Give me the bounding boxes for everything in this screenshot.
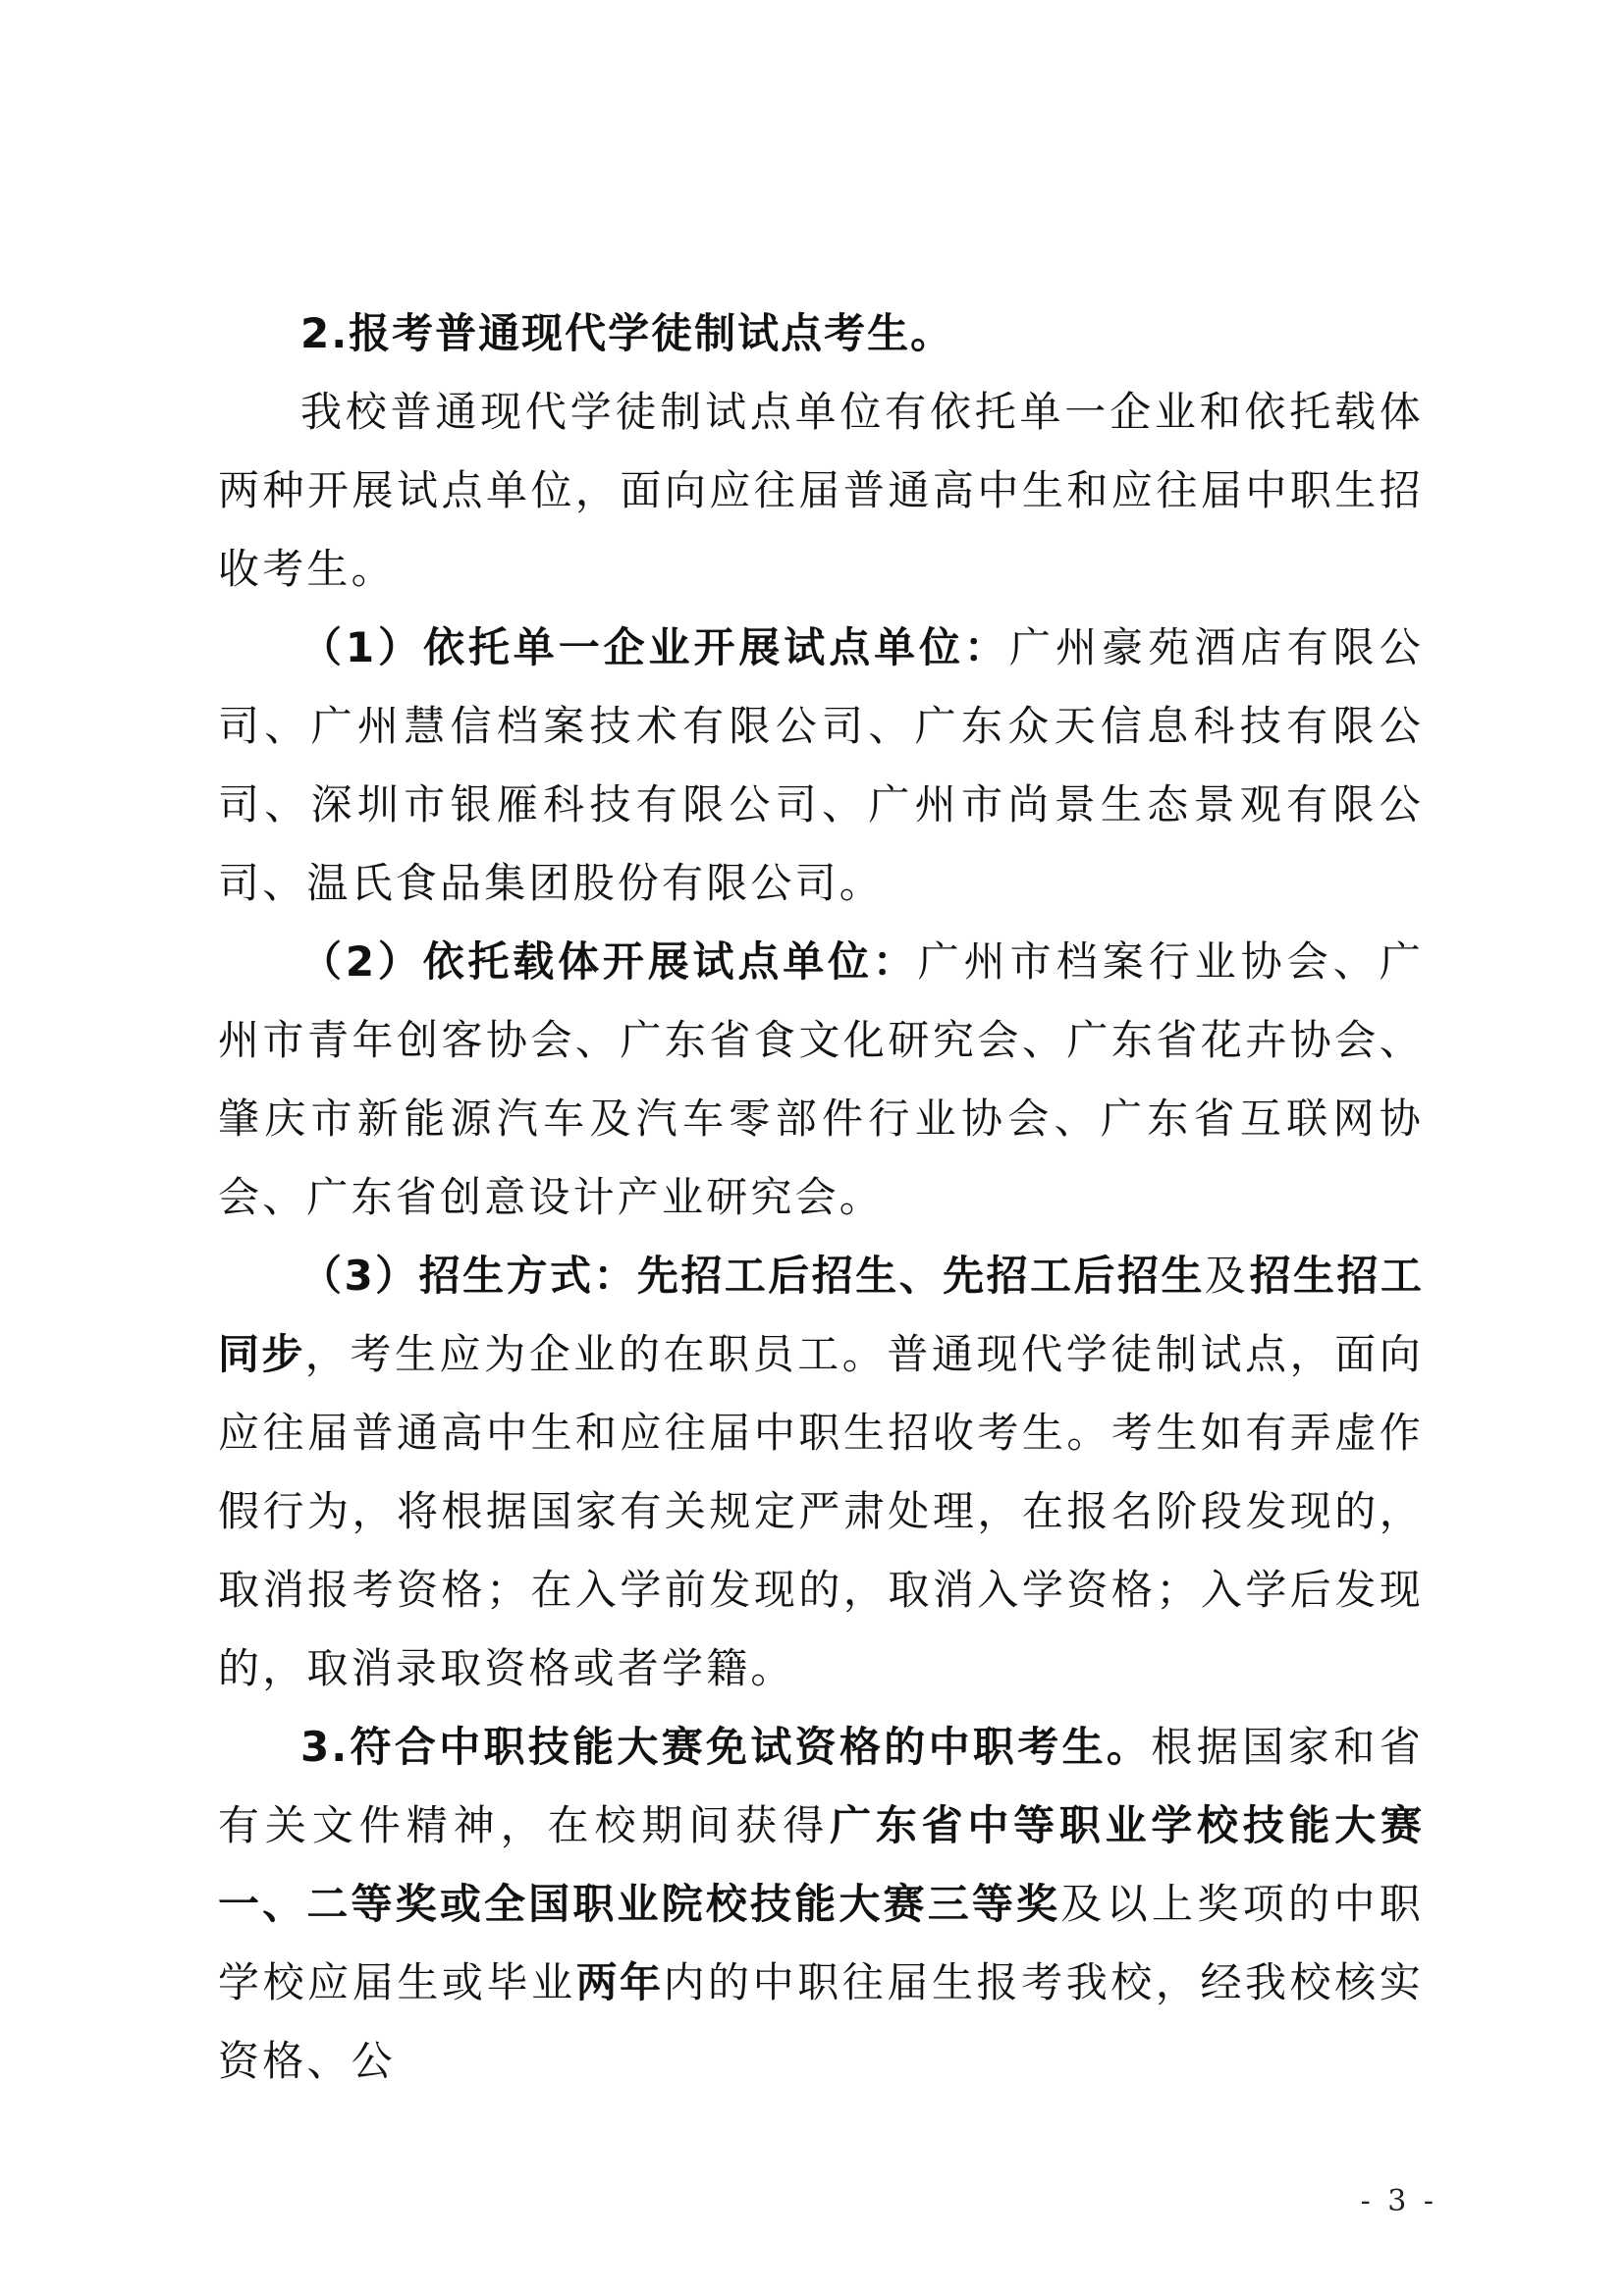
item-1-label: （1）依托单一企业开展试点单位： — [300, 623, 1009, 671]
section-3-text-b: 及以上奖项的中职学校应届生或毕业 — [218, 1880, 1424, 2006]
section-3-heading: 3.符合中职技能大赛免试资格的中职考生。 — [300, 1723, 1152, 1771]
item-2-label: （2）依托载体开展试点单位： — [300, 937, 918, 986]
section-3-text-c: 内的中职往届生报考我校，经我校核实资格、公 — [218, 1958, 1424, 2085]
item-1-text: 广州豪苑酒店有限公司、广州慧信档案技术有限公司、广东众天信息科技有限公司、深圳市银雁科技有限公司、广州市尚景生态景观有限公司、温氏食品集团股份有限公司。 — [218, 623, 1424, 907]
section-3-bold-a: 广东省中等职业学校技能大赛一、二等奖或全国职业院校技能大赛三等奖 — [218, 1801, 1424, 1928]
item-3-bold-a: 先招工后招生、先招工后招生 — [636, 1252, 1205, 1300]
section-2-heading — [218, 294, 1424, 373]
item-3-bold-b: 招生招工同步 — [218, 1252, 1424, 1378]
item-3-text: ，考生应为企业的在职员工。普通现代学徒制试点，面向应往届普通高中生和应往届中职生招收考生。考生如有弄虚作假行为，将根据国家有关规定严肃处理，在报名阶段发现的，取消报考资格；在入学前发现的，取消入学资格；入学后发现的，取消录取资格或者学籍。 — [218, 1330, 1424, 1692]
item-2-text: 广州市档案行业协会、广州市青年创客协会、广东省食文化研究会、广东省花卉协会、肇庆市新能源汽车及汽车零部件行业协会、广东省互联网协会、广东省创意设计产业研究会。 — [218, 937, 1424, 1221]
section-2-heading-text: 2.报考普通现代学徒制试点考生。 — [300, 309, 954, 357]
section-2-item-2 — [218, 923, 1424, 1237]
item-3-label: （3）招生方式： — [300, 1252, 637, 1300]
section-2-item-1 — [218, 609, 1424, 923]
section-2-intro: 我校普通现代学徒制试点单位有依托单一企业和依托载体两种开展试点单位，面向应往届普通高中生和应往届中职生招收考生。 — [218, 388, 1424, 593]
section-3-paragraph — [218, 1708, 1424, 2101]
section-2-item-3 — [218, 1237, 1424, 1708]
section-3-text-a: 根据国家和省有关文件精神，在校期间获得 — [218, 1723, 1425, 1849]
page-number: - 3 - — [1360, 2184, 1437, 2218]
document-body — [218, 294, 1424, 2101]
item-3-join: 及 — [1204, 1252, 1250, 1300]
section-3-bold-b: 两年 — [575, 1958, 664, 2006]
